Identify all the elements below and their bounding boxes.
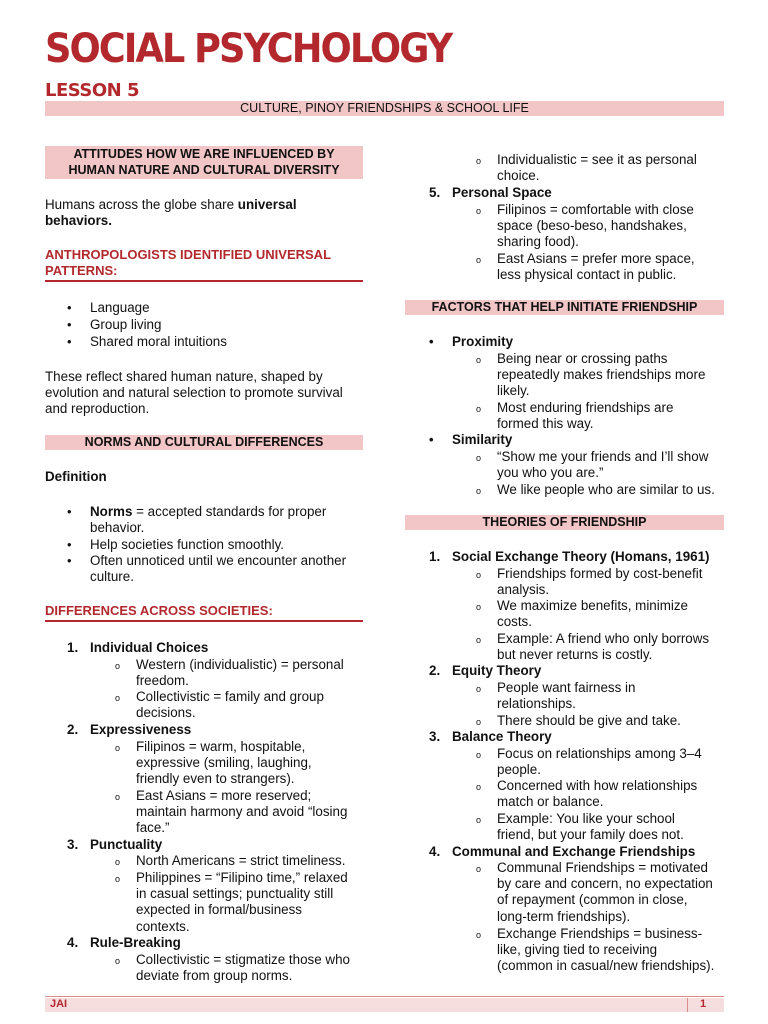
sub-item bbox=[497, 251, 722, 283]
sub-item bbox=[136, 657, 361, 689]
numbered-item bbox=[429, 549, 710, 565]
sub-line: friendly even to strangers). bbox=[136, 771, 295, 787]
sub-line: o East Asians = prefer more space, bbox=[497, 251, 695, 266]
sub-line: relationships. bbox=[497, 696, 576, 712]
sub-line: but never returns is costly. bbox=[497, 647, 653, 663]
sub-item bbox=[136, 853, 361, 869]
sub-item bbox=[497, 680, 722, 712]
sub-line: match or balance. bbox=[497, 794, 604, 810]
factors-heading: FACTORS THAT HELP INITIATE FRIENDSHIP bbox=[405, 300, 724, 315]
item-label: Balance Theory bbox=[452, 729, 552, 744]
item-number: 2. bbox=[67, 722, 79, 737]
numbered-item bbox=[429, 663, 542, 679]
sub-line: friend, but your family does not. bbox=[497, 827, 684, 843]
norms-def-2: behavior. bbox=[90, 520, 145, 536]
sub-item bbox=[497, 598, 722, 630]
anthro-line-2: PATTERNS: bbox=[45, 263, 118, 278]
sub-line: expected in formal/business bbox=[136, 902, 302, 918]
sub-line: people. bbox=[497, 762, 541, 778]
theories-heading: THEORIES OF FRIENDSHIP bbox=[405, 515, 724, 530]
item-number: 1. bbox=[429, 549, 441, 564]
numbered-item bbox=[67, 640, 209, 656]
sub-item bbox=[497, 713, 722, 729]
sub-line: formed this way. bbox=[497, 416, 594, 432]
sub-line: o Filipinos = comfortable with close bbox=[497, 202, 694, 217]
reflect-paragraph bbox=[45, 369, 365, 418]
list-item: • Language bbox=[90, 300, 150, 316]
item-label: Punctuality bbox=[90, 837, 163, 852]
list-item: • Proximity bbox=[452, 334, 513, 350]
item-label: Rule-Breaking bbox=[90, 935, 181, 950]
item-label: Social Exchange Theory (Homans, 1961) bbox=[452, 549, 710, 564]
numbered-item bbox=[429, 185, 552, 201]
sub-item bbox=[136, 739, 361, 788]
differences-heading: DIFFERENCES ACROSS SOCIETIES: bbox=[45, 603, 273, 618]
intro-bold-2: behaviors. bbox=[45, 213, 112, 229]
sub-item bbox=[497, 811, 722, 843]
item-number: 2. bbox=[429, 663, 441, 678]
sub-item bbox=[497, 746, 722, 778]
sub-line: o North Americans = strict timeliness. bbox=[136, 853, 346, 868]
sub-item bbox=[497, 202, 722, 251]
sub-line: expressive (smiling, laughing, bbox=[136, 755, 312, 771]
item-label: Expressiveness bbox=[90, 722, 192, 737]
numbered-item bbox=[67, 722, 192, 738]
sub-line: face.” bbox=[136, 820, 170, 836]
reflect-line: evolution and natural selection to promote survival bbox=[45, 385, 343, 401]
sub-line: o Example: A friend who only borrows bbox=[497, 631, 710, 646]
reflect-line: and reproduction. bbox=[45, 401, 150, 417]
sub-line: o Focus on relationships among 3–4 bbox=[497, 746, 702, 761]
definition-label: Definition bbox=[45, 469, 107, 484]
sub-line: o Communal Friendships = motivated bbox=[497, 860, 708, 875]
sub-line: o Most enduring friendships are bbox=[497, 400, 674, 415]
reflect-line: These reflect shared human nature, shaped by bbox=[45, 369, 323, 384]
often-line-2: culture. bbox=[90, 569, 134, 585]
sub-line: you who you are.” bbox=[497, 465, 604, 481]
attitudes-heading-line-2: HUMAN NATURE AND CULTURAL DIVERSITY bbox=[68, 163, 340, 177]
anthro-line-1: ANTHROPOLOGISTS IDENTIFIED UNIVERSAL bbox=[45, 247, 332, 262]
sub-line: of repayment (common in close, bbox=[497, 892, 688, 908]
sub-line: maintain harmony and avoid “losing bbox=[136, 804, 348, 820]
item-number: 5. bbox=[429, 185, 441, 200]
intro-bold: universal bbox=[237, 197, 297, 212]
list-item bbox=[90, 553, 360, 585]
footer-author: JAI bbox=[50, 998, 68, 1010]
item-label: Communal and Exchange Friendships bbox=[452, 844, 696, 859]
item-number: 1. bbox=[67, 640, 79, 655]
sub-line: o Filipinos = warm, hospitable, bbox=[136, 739, 306, 754]
numbered-item bbox=[67, 935, 181, 951]
item-number: 3. bbox=[67, 837, 79, 852]
sub-line: costs. bbox=[497, 614, 532, 630]
often-line-1: • Often unnoticed until we encounter another bbox=[90, 553, 347, 568]
sub-line: contexts. bbox=[136, 918, 190, 934]
differences-rule bbox=[45, 620, 363, 622]
item-number: 4. bbox=[67, 935, 79, 950]
sub-line: less physical contact in public. bbox=[497, 267, 677, 283]
anthro-rule bbox=[45, 280, 363, 282]
sub-line: o Collectivistic = family and group bbox=[136, 689, 324, 704]
lesson-label: LESSON 5 bbox=[45, 80, 140, 101]
sub-line: o There should be give and take. bbox=[497, 713, 681, 728]
sub-line: likely. bbox=[497, 383, 530, 399]
sub-line: o Collectivistic = stigmatize those who bbox=[136, 952, 350, 967]
attitudes-heading-line-1: ATTITUDES HOW WE ARE INFLUENCED BY bbox=[73, 147, 335, 161]
sub-item bbox=[497, 400, 722, 432]
attitudes-heading bbox=[45, 146, 363, 179]
page-number: 1 bbox=[700, 998, 707, 1010]
sub-line: o We maximize benefits, minimize bbox=[497, 598, 688, 613]
numbered-item bbox=[429, 844, 696, 860]
sub-item bbox=[136, 952, 361, 984]
sub-line: o Western (individualistic) = personal bbox=[136, 657, 344, 672]
sub-line: in casual settings; punctuality still bbox=[136, 886, 334, 902]
sub-item bbox=[497, 926, 725, 975]
sub-line: decisions. bbox=[136, 705, 196, 721]
sub-line: o We like people who are similar to us. bbox=[497, 482, 715, 497]
sub-line: o People want fairness in bbox=[497, 680, 636, 695]
sub-line: freedom. bbox=[136, 673, 189, 689]
sub-line: like, giving tied to receiving bbox=[497, 942, 658, 958]
sub-line: space (beso-beso, handshakes, bbox=[497, 218, 687, 234]
sub-line: o “Show me your friends and I’ll show bbox=[497, 449, 709, 464]
sub-item bbox=[136, 870, 361, 935]
sub-line: (common in casual/new friendships). bbox=[497, 958, 715, 974]
norms-def: = accepted standards for proper bbox=[132, 504, 327, 519]
sub-line: long-term friendships). bbox=[497, 908, 631, 924]
item-number: 3. bbox=[429, 729, 441, 744]
sub-item bbox=[497, 152, 722, 184]
sub-line: repeatedly makes friendships more bbox=[497, 367, 706, 383]
footer-bar bbox=[45, 998, 724, 1012]
sub-item bbox=[136, 689, 361, 721]
sub-line: o Individualistic = see it as personal bbox=[497, 152, 697, 167]
sub-line: choice. bbox=[497, 168, 540, 184]
norms-term: Norms bbox=[90, 504, 133, 519]
sub-line: deviate from group norms. bbox=[136, 968, 293, 984]
sub-item bbox=[497, 482, 727, 498]
item-number: 4. bbox=[429, 844, 441, 859]
sub-line: by care and concern, no expectation bbox=[497, 876, 713, 892]
sub-line: o Friendships formed by cost-benefit bbox=[497, 566, 703, 581]
intro-text: Humans across the globe share bbox=[45, 197, 238, 212]
sub-item bbox=[497, 351, 722, 400]
lesson-subtitle: CULTURE, PINOY FRIENDSHIPS & SCHOOL LIFE bbox=[45, 101, 724, 116]
list-item: • Help societies function smoothly. bbox=[90, 537, 284, 553]
sub-item bbox=[497, 566, 722, 598]
footer-separator bbox=[687, 998, 688, 1012]
list-item: • Group living bbox=[90, 317, 161, 333]
sub-line: analysis. bbox=[497, 582, 550, 598]
page-title: SOCIAL PSYCHOLOGY bbox=[45, 26, 452, 72]
sub-item bbox=[136, 788, 361, 837]
item-label: Individual Choices bbox=[90, 640, 209, 655]
norms-heading: NORMS AND CULTURAL DIFFERENCES bbox=[45, 435, 363, 450]
sub-item bbox=[497, 631, 722, 663]
sub-line: o Exchange Friendships = business- bbox=[497, 926, 703, 941]
sub-item bbox=[497, 778, 722, 810]
sub-line: o Philippines = “Filipino time,” relaxed bbox=[136, 870, 348, 885]
sub-line: o East Asians = more reserved; bbox=[136, 788, 312, 803]
intro-paragraph bbox=[45, 197, 365, 229]
sub-line: o Being near or crossing paths bbox=[497, 351, 668, 366]
numbered-item bbox=[67, 837, 163, 853]
item-label: Equity Theory bbox=[452, 663, 542, 678]
sub-item bbox=[497, 449, 722, 481]
sub-item bbox=[497, 860, 725, 925]
list-item: • Shared moral intuitions bbox=[90, 334, 227, 350]
list-item: • Similarity bbox=[452, 432, 512, 448]
sub-line: o Example: You like your school bbox=[497, 811, 675, 826]
anthropologists-heading bbox=[45, 247, 365, 279]
item-label: Personal Space bbox=[452, 185, 552, 200]
sub-line: o Concerned with how relationships bbox=[497, 778, 698, 793]
list-item bbox=[90, 504, 360, 536]
numbered-item bbox=[429, 729, 552, 745]
sub-line: sharing food). bbox=[497, 234, 579, 250]
footer-rule bbox=[45, 996, 724, 997]
